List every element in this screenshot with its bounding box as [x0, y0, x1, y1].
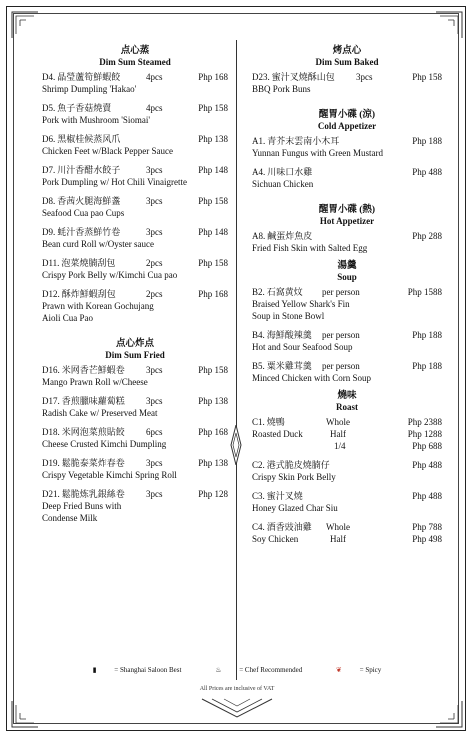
item-name-cn: 川味口水雞	[267, 167, 313, 177]
item-price: Php 288	[412, 231, 442, 241]
item-price: Php 168	[198, 289, 228, 299]
item-code: D12.	[42, 289, 60, 299]
item-name-cn: 海鮮酸辣羹	[266, 330, 312, 340]
item-qty: Whole	[326, 417, 350, 427]
item-code: B5.	[252, 361, 265, 371]
item-price: Php 488	[412, 491, 442, 501]
menu-item	[42, 71, 228, 95]
item-code: D7.	[42, 165, 56, 175]
chef-hat-icon: ♨	[215, 666, 222, 674]
item-name-en: Prawn with Korean Gochujang	[42, 301, 154, 311]
section-title-cn: 醒胃小碟 (熱)	[318, 205, 376, 215]
legend-spicy	[328, 666, 389, 674]
item-name-cn: 粟米雞茸羹	[266, 361, 312, 371]
item-code: C4.	[252, 522, 265, 532]
menu-item	[252, 286, 442, 322]
item-price: Php 2388	[407, 417, 442, 427]
item-price: Php 158	[198, 103, 228, 113]
menu-item	[42, 488, 228, 524]
item-price: Php 188	[412, 361, 442, 371]
item-code: D8.	[42, 196, 56, 206]
item-qty: per person	[322, 361, 360, 371]
item-price: Php 148	[198, 227, 228, 237]
item-qty: 3pcs	[146, 227, 163, 237]
section-title-en: Cold Appetizer	[317, 121, 377, 131]
item-price: Php 168	[198, 72, 228, 82]
item-name-en: Deep Fried Buns with	[42, 501, 122, 511]
item-qty: 2pcs	[146, 258, 163, 268]
item-qty: 6pcs	[146, 427, 163, 437]
item-qty: Half	[330, 534, 346, 544]
item-qty: 4pcs	[146, 72, 163, 82]
section-title-cn: 点心炸点	[115, 339, 154, 349]
column-divider	[236, 40, 237, 680]
item-code: D6.	[42, 134, 56, 144]
item-name-en: Yunnan Fungus with Green Mustard	[252, 148, 383, 158]
item-name-cn: 黑椒桂候蒸风爪	[57, 134, 121, 144]
item-code: C2.	[252, 460, 265, 470]
chili-icon: ❦	[336, 666, 342, 674]
item-name-cn: 晶瑩蘆筍鮮蝦餃	[57, 72, 121, 82]
item-code: D18.	[42, 427, 60, 437]
item-name-cn: 蜜汁叉燒	[266, 491, 303, 501]
item-name-cn: 香茜火腿海鮮盞	[57, 196, 121, 206]
item-name-cn: 酒香豉油雞	[266, 522, 312, 532]
item-code: D21.	[42, 489, 60, 499]
item-price: Php 788	[412, 522, 442, 532]
section-title-cn: 醒胃小碟 (涼)	[318, 110, 376, 120]
item-name-cn: 燒鴨	[266, 417, 285, 427]
item-code: A8.	[252, 231, 266, 241]
item-name-en: Crispy Skin Pork Belly	[252, 472, 336, 482]
item-name-en: Roasted Duck	[252, 429, 303, 439]
item-qty: 3pcs	[146, 489, 163, 499]
item-name-cn: 香煎臘味蘿蔔糕	[61, 396, 125, 406]
item-code: B4.	[252, 330, 265, 340]
item-name-en: Pork with Mushroom 'Siomai'	[42, 115, 150, 125]
item-price: Php 158	[198, 196, 228, 206]
item-name-en: Honey Glazed Char Siu	[252, 503, 338, 513]
section-title-cn: 烤点心	[332, 46, 362, 56]
menu-item	[252, 135, 442, 159]
item-name-en: Crispy Vegetable Kimchi Spring Roll	[42, 470, 177, 480]
legend-chef-label: = Chef Recommended	[239, 666, 303, 674]
item-qty: 3pcs	[146, 165, 163, 175]
item-name-en: Mango Prawn Roll w/Cheese	[42, 377, 148, 387]
item-qty: Whole	[326, 522, 350, 532]
item-qty: 1/4	[334, 441, 346, 451]
item-name-en: Chicken Feet w/Black Pepper Sauce	[42, 146, 173, 156]
item-code: C3.	[252, 491, 265, 501]
item-price: Php 488	[412, 460, 442, 470]
section-title-cn: 燒味	[337, 391, 357, 401]
menu-item	[42, 395, 228, 419]
item-code: D11.	[42, 258, 60, 268]
legend-chef	[207, 666, 310, 674]
item-name-en: Cheese Crusted Kimchi Dumpling	[42, 439, 167, 449]
left-column	[42, 46, 228, 531]
section-title-cn: 点心蒸	[120, 46, 150, 56]
menu-item	[42, 195, 228, 219]
item-qty: 3pcs	[356, 72, 373, 82]
item-code: D16.	[42, 365, 60, 375]
item-price: Php 188	[412, 136, 442, 146]
corner-ornament-top-left	[10, 10, 40, 40]
item-name-cn: 米网泡菜煎貼餃	[61, 427, 125, 437]
item-name-cn: 魚子香菇燒賣	[57, 103, 112, 113]
item-name-cn: 石窩黄炆	[266, 287, 303, 297]
item-code: D5.	[42, 103, 56, 113]
item-name-en: Braised Yellow Shark's Fin	[252, 299, 350, 309]
best-icon: ▮	[92, 666, 97, 674]
menu-item	[42, 164, 228, 188]
item-code: A1.	[252, 136, 266, 146]
item-name-en-cont: Condense Milk	[42, 513, 98, 523]
section-title-en: Dim Sum Steamed	[99, 57, 171, 67]
menu-item	[42, 364, 228, 388]
item-qty: 3pcs	[146, 396, 163, 406]
item-name-en: Pork Dumpling w/ Hot Chili Vinaigrette	[42, 177, 188, 187]
section-title-en: Dim Sum Fried	[105, 350, 165, 360]
item-price: Php 488	[412, 167, 442, 177]
legend-best	[85, 666, 190, 674]
item-name-cn: 泡菜燒腩刮包	[61, 258, 116, 268]
item-name-en: Radish Cake w/ Preserved Meat	[42, 408, 158, 418]
item-qty: 2pcs	[146, 289, 163, 299]
item-name-cn: 鬆脆炼乳銀絲卷	[61, 489, 125, 499]
item-qty: 3pcs	[146, 196, 163, 206]
item-name-en: Shrimp Dumpling 'Hakao'	[42, 84, 137, 94]
corner-ornament-bottom-right	[434, 699, 464, 729]
item-code: D9.	[42, 227, 56, 237]
item-price: Php 1288	[407, 429, 442, 439]
legend-spicy-label: = Spicy	[359, 666, 382, 674]
menu-item	[252, 329, 442, 353]
item-name-cn: 川汁香醋水餃子	[57, 165, 121, 175]
item-qty: Half	[330, 429, 346, 439]
item-name-en: Soy Chicken	[252, 534, 299, 544]
item-price: Php 138	[198, 134, 228, 144]
right-column	[252, 46, 442, 552]
item-name-en: Hot and Sour Seafood Soup	[252, 342, 353, 352]
corner-ornament-top-right	[434, 10, 464, 40]
menu-item	[252, 490, 442, 514]
item-name-en: Crispy Pork Belly w/Kimchi Cua pao	[42, 270, 178, 280]
item-qty: 3pcs	[146, 365, 163, 375]
item-name-cn: 米网香芒鮮蝦卷	[61, 365, 125, 375]
item-price: Php 688	[412, 441, 442, 451]
item-code: D17.	[42, 396, 60, 406]
item-name-cn: 鬆脆泰菜炸春卷	[61, 458, 125, 468]
item-name-cn: 蜜汁叉燒酥山包	[271, 72, 335, 82]
legend	[0, 666, 474, 674]
menu-item	[42, 288, 228, 324]
menu-item-c1	[252, 416, 442, 452]
menu-item	[42, 133, 228, 157]
section-title-en: Soup	[337, 272, 357, 282]
section-title-en: Hot Appetizer	[319, 216, 375, 226]
item-qty: per person	[322, 330, 360, 340]
item-price: Php 158	[198, 365, 228, 375]
vat-note: All Prices are inclusive of VAT	[199, 686, 275, 692]
item-name-cn: 酥炸鮮蝦刮包	[61, 289, 116, 299]
item-name-en: BBQ Pork Buns	[252, 84, 311, 94]
item-price: Php 158	[412, 72, 442, 82]
item-name-cn: 港式脆皮燒腩仔	[266, 460, 330, 470]
section-title-en: Dim Sum Baked	[315, 57, 379, 67]
legend-best-label: = Shanghai Saloon Best	[114, 666, 182, 674]
item-name-en: Bean curd Roll w/Oyster sauce	[42, 239, 154, 249]
item-name-en-cont: Soup in Stone Bowl	[252, 311, 325, 321]
item-name-cn: 青芥末雲南小木耳	[267, 136, 340, 146]
menu-item-c4	[252, 521, 442, 545]
divider-diamond-ornament	[230, 425, 242, 465]
item-price: Php 168	[198, 427, 228, 437]
item-price: Php 138	[198, 396, 228, 406]
item-price: Php 188	[412, 330, 442, 340]
item-qty: 4pcs	[146, 103, 163, 113]
section-title-cn: 湯羹	[337, 261, 357, 271]
menu-item	[42, 226, 228, 250]
item-name-en-cont: Aioli Cua Pao	[42, 313, 93, 323]
menu-item	[252, 459, 442, 483]
item-code: D23.	[252, 72, 270, 82]
menu-item	[42, 257, 228, 281]
item-code: A4.	[252, 167, 266, 177]
menu-item	[42, 426, 228, 450]
menu-item	[252, 360, 442, 384]
item-name-cn: 蚝汁香蒸鮮竹卷	[57, 227, 121, 237]
item-name-en: Minced Chicken with Corn Soup	[252, 373, 371, 383]
item-code: B2.	[252, 287, 265, 297]
item-code: C1.	[252, 417, 265, 427]
menu-item	[252, 166, 442, 190]
item-price: Php 158	[198, 258, 228, 268]
item-qty: 3pcs	[146, 458, 163, 468]
item-name-en: Fried Fish Skin with Salted Egg	[252, 243, 368, 253]
bottom-ornament	[200, 697, 274, 719]
menu-item	[42, 457, 228, 481]
item-code: D19.	[42, 458, 60, 468]
corner-ornament-bottom-left	[10, 699, 40, 729]
item-price: Php 148	[198, 165, 228, 175]
item-name-en: Seafood Cua pao Cups	[42, 208, 125, 218]
item-price: Php 138	[198, 458, 228, 468]
menu-item	[252, 71, 442, 95]
menu-item	[42, 102, 228, 126]
item-price: Php 498	[412, 534, 442, 544]
item-price: Php 128	[198, 489, 228, 499]
section-title-en: Roast	[336, 402, 358, 412]
item-price: Php 1588	[407, 287, 442, 297]
item-name-en: Sichuan Chicken	[252, 179, 314, 189]
item-qty: per person	[322, 287, 360, 297]
item-name-cn: 鹹蛋炸魚皮	[267, 231, 313, 241]
item-code: D4.	[42, 72, 56, 82]
menu-item	[252, 230, 442, 254]
